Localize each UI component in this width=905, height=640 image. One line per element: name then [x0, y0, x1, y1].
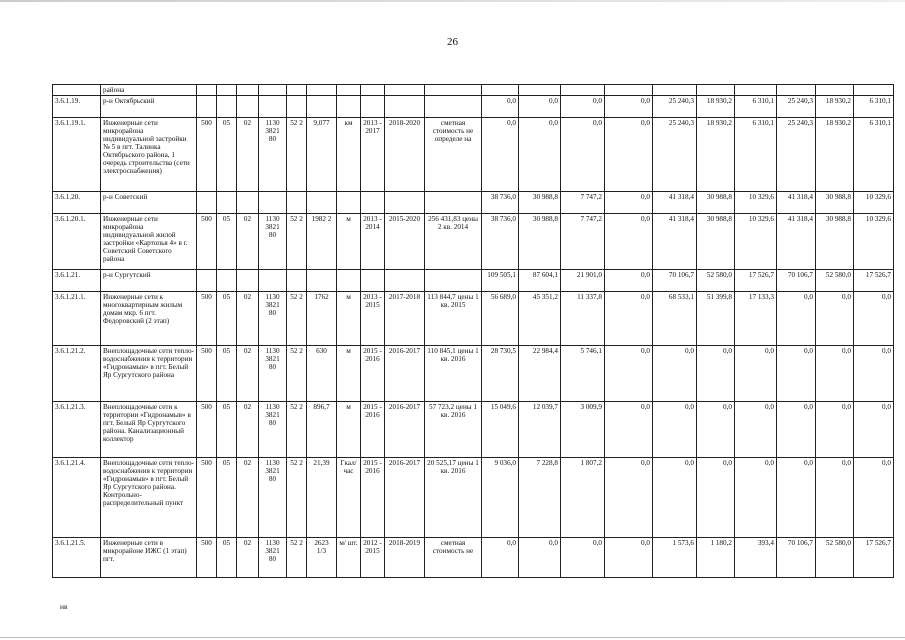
cell-y1 — [361, 85, 385, 96]
cell-v2: 52 580,0 — [697, 270, 735, 292]
cell-b — [217, 192, 237, 214]
cell-e: 52 2 — [287, 538, 307, 578]
table-row — [53, 214, 894, 270]
cell-no: 3.6.1.21. — [53, 270, 101, 292]
cell-no: 3.6.1.21.3. — [53, 402, 101, 458]
cell-name: Инженерные сети микрорайона индивидуальной застройки № 5 в пгт. Талинка Октябрьского района, 1 очередь строительства (сети электроснабжения) — [101, 118, 197, 192]
cell-v3: 10 329,6 — [735, 214, 777, 270]
cell-v2: 30 988,8 — [697, 192, 735, 214]
cell-d — [259, 85, 287, 96]
cell-w2: 30 988,8 — [816, 192, 854, 214]
cell-y1: 2015 - 2016 — [361, 402, 385, 458]
cell-name: р-н Сургутский — [101, 270, 197, 292]
cell-y2 — [385, 96, 425, 118]
cell-w3: 0,0 — [854, 346, 894, 402]
cell-f1: 0,0 — [482, 96, 519, 118]
cell-f3: 5 746,1 — [561, 346, 605, 402]
cell-v1: 41 318,4 — [653, 192, 697, 214]
cell-v2: 18 930,2 — [697, 96, 735, 118]
cell-c: 02 — [237, 538, 259, 578]
cell-v3: 0,0 — [735, 458, 777, 538]
cell-v1: 25 240,3 — [653, 96, 697, 118]
cell-b: 05 — [217, 346, 237, 402]
cell-cap: 896,7 — [307, 402, 337, 458]
cell-f2: 45 351,2 — [519, 292, 561, 346]
cell-f4: 0,0 — [605, 346, 653, 402]
top-border-line — [0, 0, 905, 2]
cell-y1: 2013 - 2017 — [361, 118, 385, 192]
cell-d — [259, 270, 287, 292]
cell-e: 52 2 — [287, 458, 307, 538]
cell-no: 3.6.1.21.1. — [53, 292, 101, 346]
cell-y2: 2016-2017 — [385, 458, 425, 538]
cell-b — [217, 85, 237, 96]
cell-w1: 0,0 — [777, 458, 816, 538]
cell-d: 1130 3821 80 — [259, 538, 287, 578]
cell-f1 — [482, 85, 519, 96]
cell-no: 3.6.1.21.4. — [53, 458, 101, 538]
cell-v3: 6 310,1 — [735, 118, 777, 192]
cell-v1 — [653, 85, 697, 96]
cell-f4: 0,0 — [605, 458, 653, 538]
table-row — [53, 402, 894, 458]
cell-v1: 0,0 — [653, 346, 697, 402]
cell-a: 500 — [197, 538, 217, 578]
cell-w2: 18 930,2 — [816, 118, 854, 192]
cell-unit — [337, 85, 361, 96]
cell-unit: м — [337, 346, 361, 402]
cell-name: р-н Октябрьский — [101, 96, 197, 118]
cell-w2: 30 988,8 — [816, 214, 854, 270]
cell-v2: 51 399,8 — [697, 292, 735, 346]
cell-f3: 7 747,2 — [561, 214, 605, 270]
cell-f1: 9 036,0 — [482, 458, 519, 538]
cell-y1: 2013 - 2015 — [361, 292, 385, 346]
cell-unit: м — [337, 402, 361, 458]
cell-d: 1130 3821 80 — [259, 118, 287, 192]
cell-c — [237, 192, 259, 214]
cell-f2: 30 988,8 — [519, 214, 561, 270]
cell-v2: 0,0 — [697, 346, 735, 402]
cell-d: 1130 3821 80 — [259, 292, 287, 346]
cell-v1: 70 106,7 — [653, 270, 697, 292]
cell-v1: 41 318,4 — [653, 214, 697, 270]
cell-v3: 10 329,6 — [735, 192, 777, 214]
table-row — [53, 270, 894, 292]
cell-c: 02 — [237, 118, 259, 192]
table-row — [53, 118, 894, 192]
cell-y1 — [361, 96, 385, 118]
cell-name: Внеплощадочные сети тепло-водоснабжения к территории «Гидронамыв» в пгт. Белый Яр Сургутского района — [101, 346, 197, 402]
cell-f2: 0,0 — [519, 118, 561, 192]
cell-name: Инженерные сети в микрорайоне ИЖС (1 этап) пгт. — [101, 538, 197, 578]
cell-y2: 2016-2017 — [385, 346, 425, 402]
cell-cost: 57 723,2 цены 1 кв. 2016 — [425, 402, 482, 458]
cell-f1: 38 736,0 — [482, 192, 519, 214]
cell-e — [287, 96, 307, 118]
cell-f3: 0,0 — [561, 118, 605, 192]
cell-no: 3.6.1.20.1. — [53, 214, 101, 270]
cell-c: 02 — [237, 458, 259, 538]
cell-f3: 1 807,2 — [561, 458, 605, 538]
cell-w3: 10 329,6 — [854, 214, 894, 270]
cell-name: Внеплощадочные сети к территории «Гидронамыв» в пгт. Белый Яр Сургутского района. Канализационный коллектор — [101, 402, 197, 458]
footer-note: нв — [60, 602, 68, 611]
cell-cost — [425, 192, 482, 214]
cell-f4: 0,0 — [605, 192, 653, 214]
bottom-border-line — [0, 637, 905, 638]
cell-cap — [307, 192, 337, 214]
cell-b: 05 — [217, 538, 237, 578]
cell-f2: 0,0 — [519, 538, 561, 578]
cell-w3: 0,0 — [854, 292, 894, 346]
cell-w3: 0,0 — [854, 402, 894, 458]
cell-y2: 2015-2020 — [385, 214, 425, 270]
cell-y1 — [361, 270, 385, 292]
cell-d: 1130 3821 80 — [259, 402, 287, 458]
table-row — [53, 538, 894, 578]
cell-b — [217, 270, 237, 292]
cell-f1: 109 505,1 — [482, 270, 519, 292]
cell-v1: 1 573,6 — [653, 538, 697, 578]
cell-unit — [337, 270, 361, 292]
cell-w1: 70 106,7 — [777, 538, 816, 578]
cell-no: 3.6.1.21.2. — [53, 346, 101, 402]
cell-f2: 12 039,7 — [519, 402, 561, 458]
cell-f2: 30 988,8 — [519, 192, 561, 214]
cell-f1: 38 736,0 — [482, 214, 519, 270]
cell-f3 — [561, 85, 605, 96]
cell-w1: 0,0 — [777, 346, 816, 402]
cell-unit: м — [337, 292, 361, 346]
cell-e — [287, 270, 307, 292]
cell-a: 500 — [197, 292, 217, 346]
cell-v3: 6 310,1 — [735, 96, 777, 118]
cell-w1: 25 240,3 — [777, 118, 816, 192]
cell-w1: 0,0 — [777, 402, 816, 458]
cell-f2: 87 604,1 — [519, 270, 561, 292]
cell-name: Внеплощадочные сети тепло-водоснабжения к территории «Гидронамыв» в пгт. Белый Яр Сургутского района. Контрольно-распределительный пункт — [101, 458, 197, 538]
cell-e: 52 2 — [287, 214, 307, 270]
cell-a — [197, 270, 217, 292]
cell-c — [237, 96, 259, 118]
cell-w2: 18 930,2 — [816, 96, 854, 118]
cell-f2 — [519, 85, 561, 96]
cell-w2: 0,0 — [816, 292, 854, 346]
cell-cap — [307, 270, 337, 292]
cell-c — [237, 85, 259, 96]
cell-unit — [337, 96, 361, 118]
cell-y1: 2015 - 2016 — [361, 458, 385, 538]
cell-y1: 2012 - 2015 — [361, 538, 385, 578]
cell-b — [217, 96, 237, 118]
cell-v2: 18 930,2 — [697, 118, 735, 192]
cell-a — [197, 85, 217, 96]
cell-v3: 393,4 — [735, 538, 777, 578]
investment-table — [52, 84, 894, 578]
cell-cap: 2623 1/3 — [307, 538, 337, 578]
cell-cap — [307, 96, 337, 118]
cell-c: 02 — [237, 402, 259, 458]
cell-cost: 110 845,1 цены 1 кв. 2016 — [425, 346, 482, 402]
cell-cap — [307, 85, 337, 96]
cell-a: 500 — [197, 214, 217, 270]
cell-f1: 15 049,6 — [482, 402, 519, 458]
cell-y2 — [385, 270, 425, 292]
cell-w3: 6 310,1 — [854, 96, 894, 118]
cell-v3: 0,0 — [735, 402, 777, 458]
cell-cost — [425, 270, 482, 292]
cell-f2: 7 228,8 — [519, 458, 561, 538]
cell-w2 — [816, 85, 854, 96]
cell-w3: 17 526,7 — [854, 270, 894, 292]
cell-w3: 10 329,6 — [854, 192, 894, 214]
cell-w2: 52 580,0 — [816, 270, 854, 292]
cell-f3: 0,0 — [561, 96, 605, 118]
cell-w3: 17 526,7 — [854, 538, 894, 578]
cell-no: 3.6.1.19. — [53, 96, 101, 118]
cell-unit: Гкал/ час — [337, 458, 361, 538]
cell-b: 05 — [217, 458, 237, 538]
cell-cost: 113 844,7 цены 1 кв. 2015 — [425, 292, 482, 346]
cell-cost: сметная стоимость не — [425, 538, 482, 578]
table-row — [53, 85, 894, 96]
cell-f3: 21 901,0 — [561, 270, 605, 292]
cell-a: 500 — [197, 346, 217, 402]
cell-name: Инженерные сети к многоквартирным жилым домам мкр. 6 пгт. Федоровский (2 этап) — [101, 292, 197, 346]
cell-no — [53, 85, 101, 96]
cell-b: 05 — [217, 214, 237, 270]
cell-no: 3.6.1.19.1. — [53, 118, 101, 192]
cell-y2: 2018-2019 — [385, 538, 425, 578]
cell-v2: 30 988,8 — [697, 214, 735, 270]
cell-v3 — [735, 85, 777, 96]
table-row — [53, 458, 894, 538]
cell-cost — [425, 85, 482, 96]
cell-f3: 11 337,8 — [561, 292, 605, 346]
cell-v1: 68 533,1 — [653, 292, 697, 346]
cell-y2 — [385, 192, 425, 214]
cell-e — [287, 192, 307, 214]
cell-w1: 25 240,3 — [777, 96, 816, 118]
cell-f1: 28 730,5 — [482, 346, 519, 402]
cell-a — [197, 96, 217, 118]
cell-w3: 6 310,1 — [854, 118, 894, 192]
cell-y2: 2018-2020 — [385, 118, 425, 192]
cell-e: 52 2 — [287, 402, 307, 458]
cell-no: 3.6.1.20. — [53, 192, 101, 214]
cell-cost — [425, 96, 482, 118]
cell-unit: м — [337, 214, 361, 270]
cell-w2: 0,0 — [816, 458, 854, 538]
cell-cost: 20 525,17 цены 1 кв. 2016 — [425, 458, 482, 538]
cell-y2: 2016-2017 — [385, 402, 425, 458]
cell-c: 02 — [237, 214, 259, 270]
cell-cap: 9,077 — [307, 118, 337, 192]
cell-e — [287, 85, 307, 96]
cell-f3: 7 747,2 — [561, 192, 605, 214]
cell-unit: м/ шт. — [337, 538, 361, 578]
cell-a: 500 — [197, 118, 217, 192]
table-row — [53, 346, 894, 402]
cell-f4: 0,0 — [605, 270, 653, 292]
cell-c: 02 — [237, 346, 259, 402]
cell-c — [237, 270, 259, 292]
cell-a: 500 — [197, 402, 217, 458]
cell-name: р-н Советский — [101, 192, 197, 214]
cell-v1: 25 240,3 — [653, 118, 697, 192]
cell-v2: 1 180,2 — [697, 538, 735, 578]
cell-w2: 52 580,0 — [816, 538, 854, 578]
cell-v1: 0,0 — [653, 402, 697, 458]
cell-unit — [337, 192, 361, 214]
cell-b: 05 — [217, 118, 237, 192]
cell-f3: 0,0 — [561, 538, 605, 578]
cell-cost: 256 431,83 цены 2 кв. 2014 — [425, 214, 482, 270]
cell-f4: 0,0 — [605, 292, 653, 346]
cell-v3: 17 133,3 — [735, 292, 777, 346]
cell-name: Инженерные сети микрорайона индивидуальной жилой застройки «Картопья 4» в г. Советский Советского района — [101, 214, 197, 270]
cell-v2: 0,0 — [697, 458, 735, 538]
cell-a — [197, 192, 217, 214]
cell-w1: 70 106,7 — [777, 270, 816, 292]
cell-e: 52 2 — [287, 292, 307, 346]
cell-cap: 630 — [307, 346, 337, 402]
cell-unit: км — [337, 118, 361, 192]
cell-f4: 0,0 — [605, 96, 653, 118]
cell-f1: 0,0 — [482, 538, 519, 578]
cell-d — [259, 96, 287, 118]
cell-f4: 0,0 — [605, 214, 653, 270]
cell-f4: 0,0 — [605, 402, 653, 458]
cell-v1: 0,0 — [653, 458, 697, 538]
cell-f4: 0,0 — [605, 118, 653, 192]
cell-f4: 0,0 — [605, 538, 653, 578]
cell-y1 — [361, 192, 385, 214]
cell-f3: 3 009,9 — [561, 402, 605, 458]
cell-v3: 0,0 — [735, 346, 777, 402]
cell-v2 — [697, 85, 735, 96]
cell-no: 3.6.1.21.5. — [53, 538, 101, 578]
cell-name: района — [101, 85, 197, 96]
cell-cap: 1982 2 — [307, 214, 337, 270]
cell-w2: 0,0 — [816, 346, 854, 402]
cell-w1: 41 318,4 — [777, 214, 816, 270]
cell-b: 05 — [217, 292, 237, 346]
page-number: 26 — [447, 36, 458, 48]
table-row — [53, 192, 894, 214]
cell-cap: 1762 — [307, 292, 337, 346]
cell-c: 02 — [237, 292, 259, 346]
cell-d: 1130 3821 80 — [259, 346, 287, 402]
cell-d: 1130 3821 80 — [259, 458, 287, 538]
cell-y1: 2015 - 2016 — [361, 346, 385, 402]
table-row — [53, 96, 894, 118]
cell-d — [259, 192, 287, 214]
cell-e: 52 2 — [287, 346, 307, 402]
cell-a: 500 — [197, 458, 217, 538]
cell-w3: 0,0 — [854, 458, 894, 538]
cell-cost: сметная стоимость не определе на — [425, 118, 482, 192]
cell-w1: 41 318,4 — [777, 192, 816, 214]
cell-b: 05 — [217, 402, 237, 458]
cell-y2: 2017-2018 — [385, 292, 425, 346]
cell-w1: 0,0 — [777, 292, 816, 346]
cell-v3: 17 526,7 — [735, 270, 777, 292]
cell-f1: 56 689,0 — [482, 292, 519, 346]
cell-d: 1130 3821 80 — [259, 214, 287, 270]
cell-f2: 22 984,4 — [519, 346, 561, 402]
cell-f4 — [605, 85, 653, 96]
cell-w1 — [777, 85, 816, 96]
cell-e: 52 2 — [287, 118, 307, 192]
cell-cap: 21,39 — [307, 458, 337, 538]
cell-w3 — [854, 85, 894, 96]
cell-v2: 0,0 — [697, 402, 735, 458]
cell-w2: 0,0 — [816, 402, 854, 458]
cell-y2 — [385, 85, 425, 96]
cell-f2: 0,0 — [519, 96, 561, 118]
table-row — [53, 292, 894, 346]
cell-f1: 0,0 — [482, 118, 519, 192]
cell-y1: 2013 - 2014 — [361, 214, 385, 270]
